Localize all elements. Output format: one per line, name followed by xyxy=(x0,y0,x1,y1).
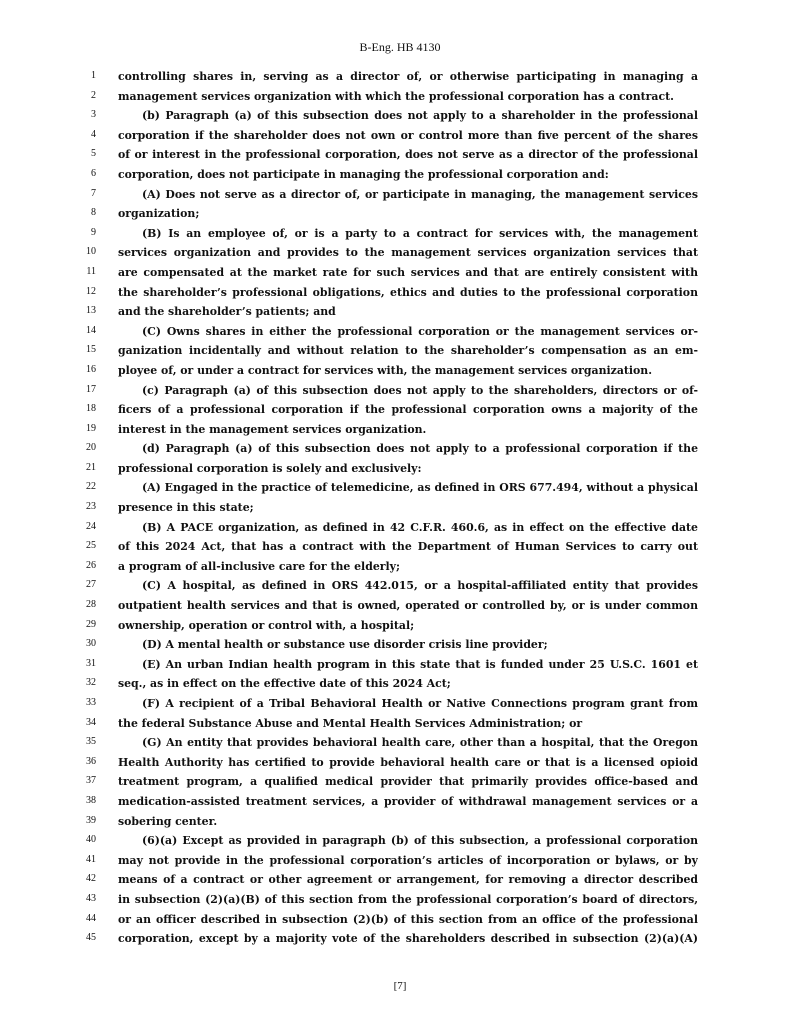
line-text: corporation if the shareholder does not own or control more than five percent of the shares xyxy=(118,128,698,142)
line-number: 34 xyxy=(86,716,96,728)
line-number: 21 xyxy=(86,461,96,473)
line-number: 39 xyxy=(86,814,96,826)
line-text: (G) An entity that provides behavioral health care, other than a hospital, that the Oregon xyxy=(142,736,698,750)
line-number: 40 xyxy=(86,834,96,846)
text-line xyxy=(0,714,800,734)
document-body xyxy=(0,67,800,949)
text-line xyxy=(0,655,800,675)
line-text: in subsection (2)(a)(B) of this section from the professional corporation’s board of directors, xyxy=(118,892,698,906)
line-text: may not provide in the professional corporation’s articles of incorporation or bylaws, or by xyxy=(118,853,698,867)
line-number: 38 xyxy=(86,794,96,806)
line-text: (C) Owns shares in either the professional corporation or the management services or- xyxy=(142,324,698,338)
document-header: B-Eng. HB 4130 xyxy=(359,40,441,54)
line-number: 24 xyxy=(86,520,96,532)
text-line xyxy=(0,283,800,303)
line-text: ployee of, or under a contract for services with, the management services organization. xyxy=(118,363,653,377)
text-line xyxy=(0,537,800,557)
line-number: 29 xyxy=(86,618,96,630)
text-line xyxy=(0,106,800,126)
line-number: 23 xyxy=(86,501,96,513)
text-line xyxy=(0,224,800,244)
line-number: 32 xyxy=(86,677,96,689)
line-number: 15 xyxy=(86,344,96,356)
line-number: 6 xyxy=(91,167,96,179)
line-text: outpatient health services and that is owned, operated or controlled by, or is under common xyxy=(118,599,698,613)
text-line xyxy=(0,733,800,753)
page-number: [7] xyxy=(393,980,407,992)
line-number: 16 xyxy=(86,363,96,375)
text-line xyxy=(0,890,800,910)
line-number: 28 xyxy=(86,599,96,611)
line-number: 19 xyxy=(86,422,96,434)
line-text: (B) Is an employee of, or is a party to a contract for services with, the management xyxy=(142,226,698,240)
line-text: professional corporation is solely and exclusively: xyxy=(118,461,422,475)
line-text: (6)(a) Except as provided in paragraph (b) of this subsection, a professional corporation xyxy=(142,834,698,848)
line-number: 11 xyxy=(86,265,96,277)
line-text: sobering center. xyxy=(118,814,218,828)
line-text: interest in the management services organization. xyxy=(118,422,427,436)
line-text: controlling shares in, serving as a director of, or otherwise participating in managing a xyxy=(118,70,698,83)
line-text: the shareholder’s professional obligations, ethics and duties to the professional corporation xyxy=(118,285,698,299)
line-text: (E) An urban Indian health program in this state that is funded under 25 U.S.C. 1601 et xyxy=(142,657,698,671)
text-line xyxy=(0,204,800,224)
line-text: seq., as in effect on the effective date of this 2024 Act; xyxy=(118,677,451,691)
line-number: 42 xyxy=(86,873,96,885)
line-number: 30 xyxy=(86,638,96,650)
text-line xyxy=(0,694,800,714)
line-text: ganization incidentally and without relation to the shareholder’s compensation as an em- xyxy=(118,344,698,358)
line-number: 1 xyxy=(91,70,96,81)
text-line xyxy=(0,753,800,773)
line-text: organization; xyxy=(118,207,200,221)
line-number: 27 xyxy=(86,579,96,591)
text-line xyxy=(0,87,800,107)
line-text: of or interest in the professional corporation, does not serve as a director of the professional xyxy=(118,148,698,162)
text-line xyxy=(0,381,800,401)
line-text: medication-assisted treatment services, a provider of withdrawal management services or a xyxy=(118,794,698,808)
line-text: (A) Does not serve as a director of, or participate in managing, the management services xyxy=(142,187,698,201)
line-number: 36 xyxy=(86,755,96,767)
line-number: 2 xyxy=(91,89,96,101)
text-line xyxy=(0,185,800,205)
line-text: management services organization with which the professional corporation has a contract. xyxy=(118,89,674,103)
text-line xyxy=(0,165,800,185)
line-number: 7 xyxy=(91,187,96,199)
line-number: 45 xyxy=(86,932,96,944)
line-text: corporation, except by a majority vote of the shareholders described in subsection (2)(a)(A) xyxy=(118,932,698,946)
line-number: 41 xyxy=(86,853,96,865)
line-number: 3 xyxy=(91,109,96,121)
text-line xyxy=(0,929,800,949)
text-line xyxy=(0,459,800,479)
line-number: 33 xyxy=(86,697,96,708)
line-text: treatment program, a qualified medical provider that primarily provides office-based and xyxy=(118,775,698,789)
line-text: presence in this state; xyxy=(118,501,254,515)
text-line xyxy=(0,557,800,577)
line-number: 8 xyxy=(91,207,96,219)
line-text: or an officer described in subsection (2)(b) of this section from an office of the professional xyxy=(118,912,698,926)
text-line xyxy=(0,498,800,518)
text-line xyxy=(0,576,800,596)
text-line xyxy=(0,263,800,283)
line-number: 26 xyxy=(86,559,96,571)
line-number: 5 xyxy=(91,148,96,160)
line-text: (b) Paragraph (a) of this subsection does not apply to a shareholder in the professional xyxy=(142,109,698,123)
line-text: (d) Paragraph (a) of this subsection does not apply to a professional corporation if the xyxy=(142,442,698,456)
line-number: 44 xyxy=(86,912,96,924)
text-line xyxy=(0,126,800,146)
line-number: 14 xyxy=(86,324,96,336)
line-text: are compensated at the market rate for such services and that are entirely consistent with xyxy=(118,265,698,279)
line-text: (B) A PACE organization, as defined in 42 C.F.R. 460.6, as in effect on the effective date xyxy=(142,520,698,534)
line-text: (C) A hospital, as defined in ORS 442.015, or a hospital-affiliated entity that provides xyxy=(142,579,698,593)
line-text: services organization and provides to the management services organization services that xyxy=(118,246,698,260)
line-number: 12 xyxy=(86,285,96,297)
line-text: (D) A mental health or substance use disorder crisis line provider; xyxy=(142,638,548,652)
line-number: 22 xyxy=(86,481,96,493)
text-line xyxy=(0,812,800,832)
text-line xyxy=(0,322,800,342)
text-line xyxy=(0,616,800,636)
text-line xyxy=(0,635,800,655)
text-line xyxy=(0,792,800,812)
line-text: ficers of a professional corporation if the professional corporation owns a majority of the xyxy=(118,403,698,417)
text-line xyxy=(0,243,800,263)
line-text: and the shareholder’s patients; and xyxy=(118,305,336,319)
text-line xyxy=(0,910,800,930)
text-line xyxy=(0,67,800,87)
line-number: 10 xyxy=(86,246,96,258)
line-number: 43 xyxy=(86,892,96,904)
text-line xyxy=(0,851,800,871)
text-line xyxy=(0,145,800,165)
text-line xyxy=(0,420,800,440)
text-line xyxy=(0,870,800,890)
line-number: 35 xyxy=(86,736,96,748)
line-number: 9 xyxy=(91,226,96,238)
line-number: 20 xyxy=(86,442,96,454)
line-text: ownership, operation or control with, a hospital; xyxy=(118,618,415,632)
line-text: Health Authority has certified to provide behavioral health care or that is a licensed opioid xyxy=(118,755,698,769)
line-number: 31 xyxy=(86,657,96,669)
text-line xyxy=(0,400,800,420)
line-number: 37 xyxy=(86,775,96,787)
text-line xyxy=(0,478,800,498)
line-number: 4 xyxy=(91,128,96,140)
line-text: corporation, does not participate in managing the professional corporation and: xyxy=(118,167,609,181)
text-line xyxy=(0,772,800,792)
line-text: (F) A recipient of a Tribal Behavioral Health or Native Connections program grant from xyxy=(142,697,698,710)
text-line xyxy=(0,674,800,694)
line-text: (c) Paragraph (a) of this subsection does not apply to the shareholders, directors or of- xyxy=(142,383,698,397)
text-line xyxy=(0,518,800,538)
line-text: of this 2024 Act, that has a contract with the Department of Human Services to carry out xyxy=(118,540,698,554)
line-number: 17 xyxy=(86,383,96,395)
line-text: a program of all-inclusive care for the elderly; xyxy=(118,559,400,573)
line-text: the federal Substance Abuse and Mental Health Services Administration; or xyxy=(118,716,583,730)
line-number: 18 xyxy=(86,403,96,415)
line-number: 25 xyxy=(86,540,96,552)
line-text: (A) Engaged in the practice of telemedicine, as defined in ORS 677.494, without a physical xyxy=(142,481,698,495)
text-line xyxy=(0,361,800,381)
text-line xyxy=(0,831,800,851)
line-text: means of a contract or other agreement or arrangement, for removing a director described xyxy=(118,873,698,887)
text-line xyxy=(0,341,800,361)
line-number: 13 xyxy=(86,305,96,317)
text-line xyxy=(0,302,800,322)
text-line xyxy=(0,439,800,459)
text-line xyxy=(0,596,800,616)
